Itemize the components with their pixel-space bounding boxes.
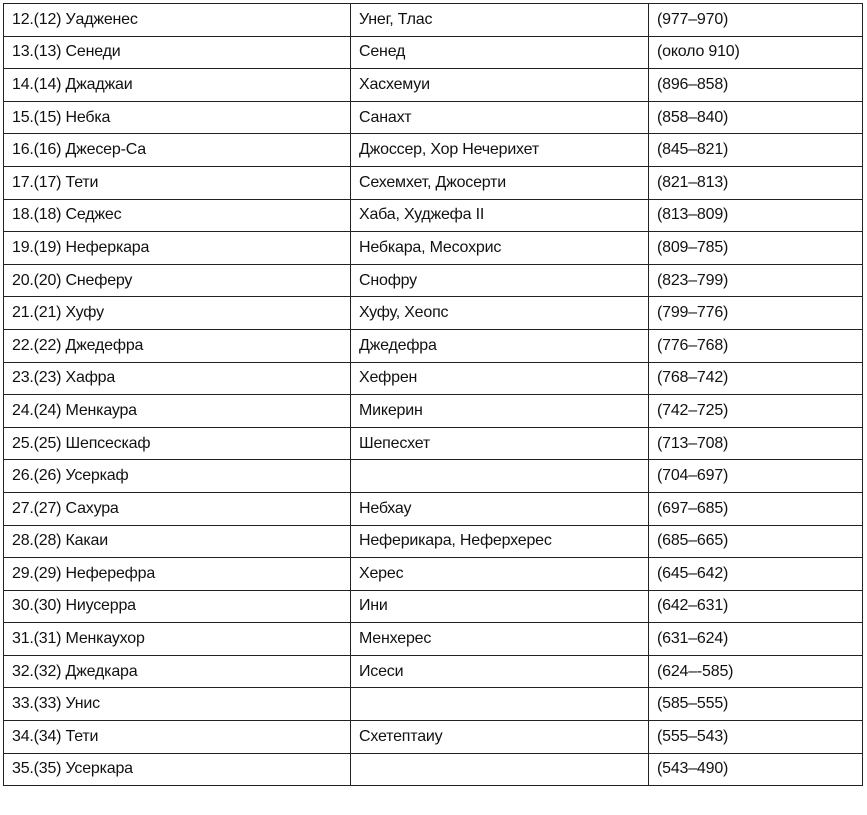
king-list-table <box>3 3 863 786</box>
alt-name-cell: Небкара, Месохрис <box>351 232 649 265</box>
alt-name-cell: Шепесхет <box>351 427 649 460</box>
alt-name-cell: Микерин <box>351 395 649 428</box>
dates-cell: (631–624) <box>649 623 863 656</box>
alt-name-cell: Ини <box>351 590 649 623</box>
alt-name-cell: Джедефра <box>351 329 649 362</box>
dates-cell: (645–642) <box>649 558 863 591</box>
table-row <box>4 460 863 493</box>
alt-name-cell <box>351 688 649 721</box>
king-name-cell: 27.(27) Сахура <box>4 492 351 525</box>
table-row <box>4 264 863 297</box>
table-row <box>4 232 863 265</box>
king-name-cell: 28.(28) Какаи <box>4 525 351 558</box>
table-row <box>4 721 863 754</box>
king-name-cell: 16.(16) Джесер-Са <box>4 134 351 167</box>
king-list-document <box>3 3 863 786</box>
king-list-body <box>4 4 863 786</box>
table-row <box>4 166 863 199</box>
table-row <box>4 199 863 232</box>
king-name-cell: 34.(34) Тети <box>4 721 351 754</box>
table-row <box>4 4 863 37</box>
dates-cell: (697–685) <box>649 492 863 525</box>
alt-name-cell: Унег, Тлас <box>351 4 649 37</box>
alt-name-cell: Джоссер, Хор Нечерихет <box>351 134 649 167</box>
king-name-cell: 24.(24) Менкаура <box>4 395 351 428</box>
king-name-cell: 35.(35) Усеркара <box>4 753 351 786</box>
king-name-cell: 18.(18) Седжес <box>4 199 351 232</box>
alt-name-cell: Сехемхет, Джосерти <box>351 166 649 199</box>
alt-name-cell: Снофру <box>351 264 649 297</box>
table-row <box>4 623 863 656</box>
table-row <box>4 655 863 688</box>
king-name-cell: 13.(13) Сенеди <box>4 36 351 69</box>
table-row <box>4 558 863 591</box>
alt-name-cell: Хуфу, Хеопс <box>351 297 649 330</box>
dates-cell: (858–840) <box>649 101 863 134</box>
dates-cell: (624–-585) <box>649 655 863 688</box>
table-row <box>4 101 863 134</box>
table-row <box>4 297 863 330</box>
dates-cell: (776–768) <box>649 329 863 362</box>
table-row <box>4 492 863 525</box>
table-row <box>4 590 863 623</box>
dates-cell: (823–799) <box>649 264 863 297</box>
king-name-cell: 29.(29) Неферефра <box>4 558 351 591</box>
dates-cell: (около 910) <box>649 36 863 69</box>
dates-cell: (813–809) <box>649 199 863 232</box>
table-row <box>4 395 863 428</box>
dates-cell: (704–697) <box>649 460 863 493</box>
king-name-cell: 30.(30) Ниусерра <box>4 590 351 623</box>
alt-name-cell: Схетептаиу <box>351 721 649 754</box>
alt-name-cell: Небхау <box>351 492 649 525</box>
king-name-cell: 23.(23) Хафра <box>4 362 351 395</box>
table-row <box>4 427 863 460</box>
table-row <box>4 329 863 362</box>
king-name-cell: 12.(12) Уадженес <box>4 4 351 37</box>
king-name-cell: 15.(15) Небка <box>4 101 351 134</box>
dates-cell: (585–555) <box>649 688 863 721</box>
alt-name-cell: Херес <box>351 558 649 591</box>
alt-name-cell: Санахт <box>351 101 649 134</box>
dates-cell: (809–785) <box>649 232 863 265</box>
dates-cell: (685–665) <box>649 525 863 558</box>
dates-cell: (845–821) <box>649 134 863 167</box>
alt-name-cell: Сенед <box>351 36 649 69</box>
alt-name-cell: Хефрен <box>351 362 649 395</box>
table-row <box>4 362 863 395</box>
dates-cell: (768–742) <box>649 362 863 395</box>
dates-cell: (896–858) <box>649 69 863 102</box>
dates-cell: (713–708) <box>649 427 863 460</box>
alt-name-cell: Хаба, Худжефа II <box>351 199 649 232</box>
king-name-cell: 25.(25) Шепсескаф <box>4 427 351 460</box>
king-name-cell: 32.(32) Джедкара <box>4 655 351 688</box>
king-name-cell: 14.(14) Джаджаи <box>4 69 351 102</box>
king-name-cell: 17.(17) Тети <box>4 166 351 199</box>
dates-cell: (799–776) <box>649 297 863 330</box>
alt-name-cell: Исеси <box>351 655 649 688</box>
table-row <box>4 134 863 167</box>
alt-name-cell: Неферикара, Неферхерес <box>351 525 649 558</box>
table-row <box>4 525 863 558</box>
alt-name-cell <box>351 753 649 786</box>
dates-cell: (543–490) <box>649 753 863 786</box>
king-name-cell: 31.(31) Менкаухор <box>4 623 351 656</box>
alt-name-cell <box>351 460 649 493</box>
dates-cell: (555–543) <box>649 721 863 754</box>
king-name-cell: 33.(33) Унис <box>4 688 351 721</box>
dates-cell: (742–725) <box>649 395 863 428</box>
table-row <box>4 69 863 102</box>
king-name-cell: 26.(26) Усеркаф <box>4 460 351 493</box>
dates-cell: (642–631) <box>649 590 863 623</box>
table-row <box>4 753 863 786</box>
table-row <box>4 688 863 721</box>
dates-cell: (821–813) <box>649 166 863 199</box>
king-name-cell: 22.(22) Джедефра <box>4 329 351 362</box>
king-name-cell: 19.(19) Неферкара <box>4 232 351 265</box>
king-name-cell: 20.(20) Снеферу <box>4 264 351 297</box>
dates-cell: (977–970) <box>649 4 863 37</box>
alt-name-cell: Хасхемуи <box>351 69 649 102</box>
king-name-cell: 21.(21) Хуфу <box>4 297 351 330</box>
table-row <box>4 36 863 69</box>
alt-name-cell: Менхерес <box>351 623 649 656</box>
